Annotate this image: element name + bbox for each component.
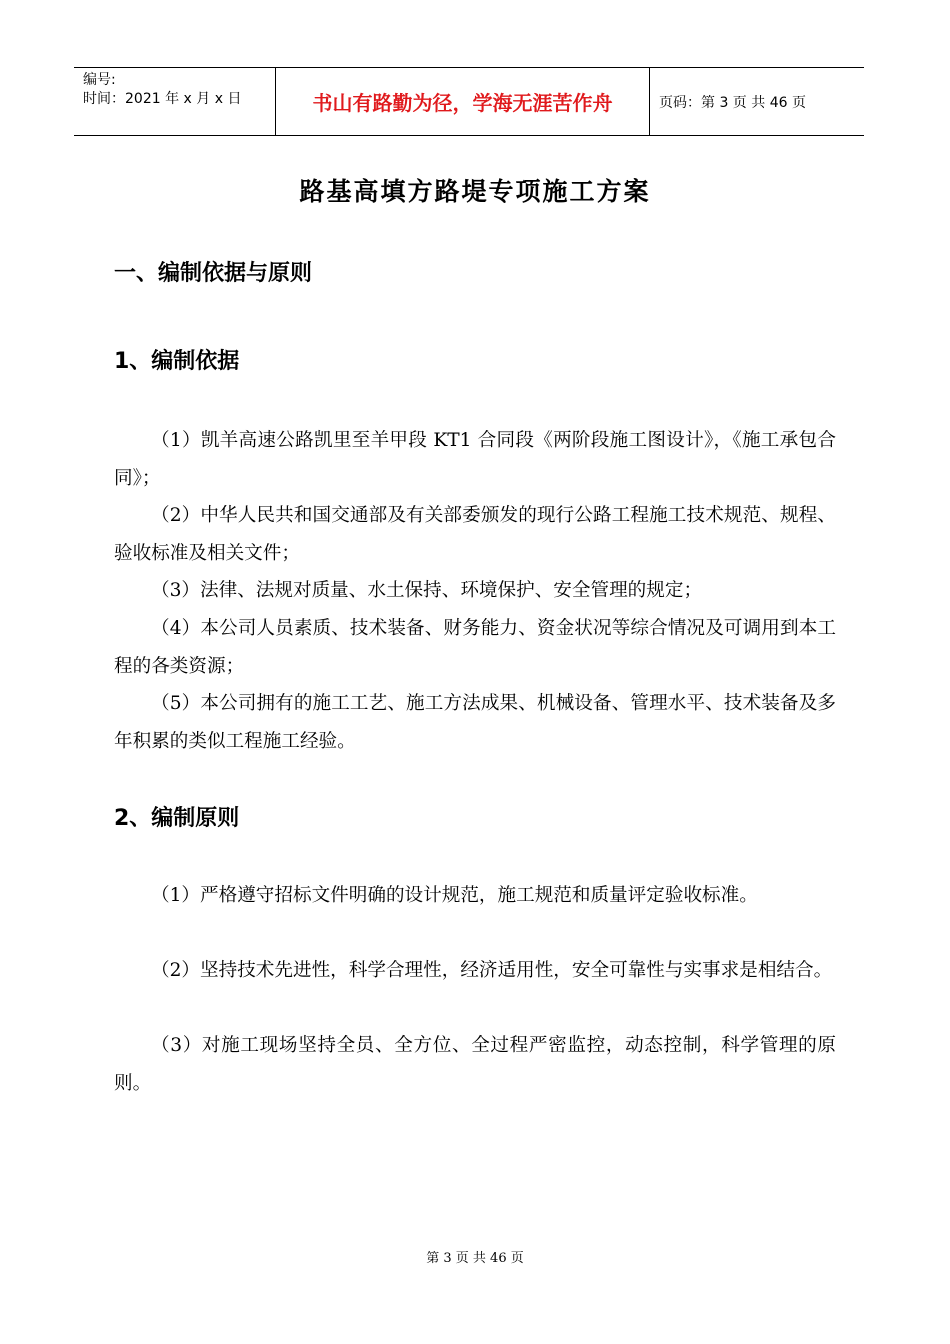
- basis-paragraph-2: （2）中华人民共和国交通部及有关部委颁发的现行公路工程施工技术规范、规程、验收标准及相关文件；: [114, 505, 836, 564]
- section-heading: 一、编制依据与原则: [114, 261, 313, 286]
- principle-paragraph-3: （3）对施工现场坚持全员、全方位、全过程严密监控，动态控制，科学管理的原则。: [114, 1035, 836, 1094]
- page-footer: 第 3 页 共 46 页: [426, 1251, 524, 1266]
- document-title: 路基高填方路堤专项施工方案: [299, 177, 651, 206]
- subsection-heading-principles: 2、编制原则: [114, 806, 240, 831]
- header-time-label: 时间：2021 年 x 月 x 日: [83, 91, 242, 107]
- header-motto: 书山有路勤为径，学海无涯苦作舟: [312, 91, 613, 115]
- principle-paragraph-1: （1）严格遵守招标文件明确的设计规范，施工规范和质量评定验收标准。: [151, 885, 758, 906]
- header-meta-cell: [74, 68, 276, 135]
- header-motto-cell: [276, 68, 650, 135]
- basis-paragraph-1: （1）凯羊高速公路凯里至羊甲段 KT1 合同段《两阶段施工图设计》，《施工承包合同》；: [114, 430, 836, 489]
- header-page-cell: [650, 68, 864, 135]
- principle-paragraph-2: （2）坚持技术先进性，科学合理性，经济适用性，安全可靠性与实事求是相结合。: [151, 960, 833, 981]
- subsection-heading-basis: 1、编制依据: [114, 349, 240, 374]
- page-header: [74, 67, 864, 136]
- basis-paragraph-3: （3）法律、法规对质量、水土保持、环境保护、安全管理的规定；: [151, 580, 703, 601]
- basis-paragraph-5: （5）本公司拥有的施工工艺、施工方法成果、机械设备、管理水平、技术装备及多年积累的类似工程施工经验。: [114, 693, 836, 752]
- header-number-label: 编号:: [83, 72, 116, 88]
- header-page-code: 页码：第 3 页 共 46 页: [659, 94, 806, 111]
- basis-paragraph-4: （4）本公司人员素质、技术装备、财务能力、资金状况等综合情况及可调用到本工程的各类资源；: [114, 618, 836, 677]
